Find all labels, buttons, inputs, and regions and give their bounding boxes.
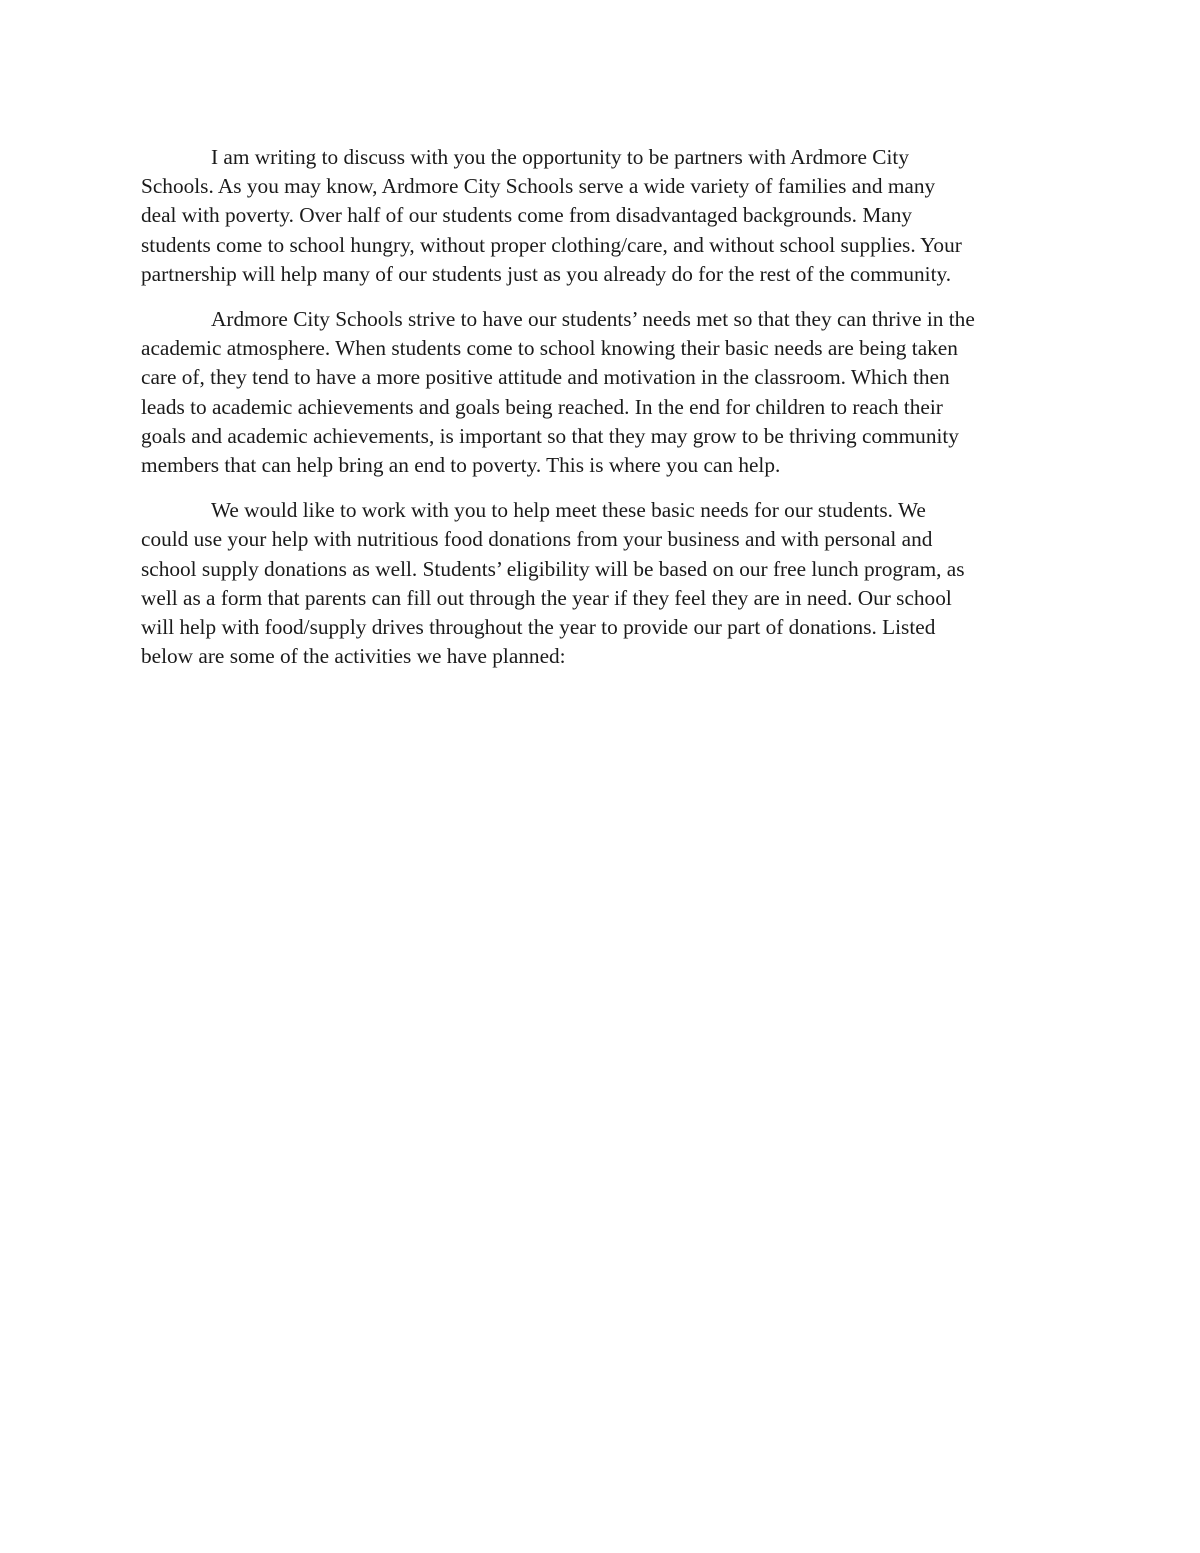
paragraph-3 (141, 496, 1061, 671)
text-line: leads to academic achievements and goals being reached. In the end for children to reach their (141, 394, 943, 419)
text-line: partnership will help many of our students just as you already do for the rest of the community. (141, 261, 952, 286)
text-line: members that can help bring an end to poverty. This is where you can help. (141, 453, 781, 478)
text-line: will help with food/supply drives throughout the year to provide our part of donations. Listed (141, 615, 936, 640)
text-line: could use your help with nutritious food donations from your business and with personal and (141, 527, 933, 552)
text-line: I am writing to discuss with you the opportunity to be partners with Ardmore City (211, 145, 909, 169)
paragraph-2 (141, 305, 1061, 480)
text-line: care of, they tend to have a more positive attitude and motivation in the classroom. Which then (141, 365, 950, 390)
text-line: below are some of the activities we have planned: (141, 644, 566, 669)
text-line: We would like to work with you to help meet these basic needs for our students. We (211, 498, 926, 523)
text-line: students come to school hungry, without proper clothing/care, and without school supplies. Your (141, 232, 962, 257)
letter-body (141, 143, 1061, 687)
text-line: school supply donations as well. Students’ eligibility will be based on our free lunch program, as (141, 556, 965, 581)
text-line: Ardmore City Schools strive to have our students’ needs met so that they can thrive in the (211, 307, 975, 332)
text-line: deal with poverty. Over half of our students come from disadvantaged backgrounds. Many (141, 203, 913, 228)
text-line: Schools. As you may know, Ardmore City Schools serve a wide variety of families and many (141, 174, 936, 199)
paragraph-1 (141, 143, 1061, 289)
text-line: academic atmosphere. When students come to school knowing their basic needs are being taken (141, 336, 958, 361)
text-line: goals and academic achievements, is important so that they may grow to be thriving community (141, 423, 959, 448)
text-line: well as a form that parents can fill out through the year if they feel they are in need. Our school (141, 585, 952, 610)
